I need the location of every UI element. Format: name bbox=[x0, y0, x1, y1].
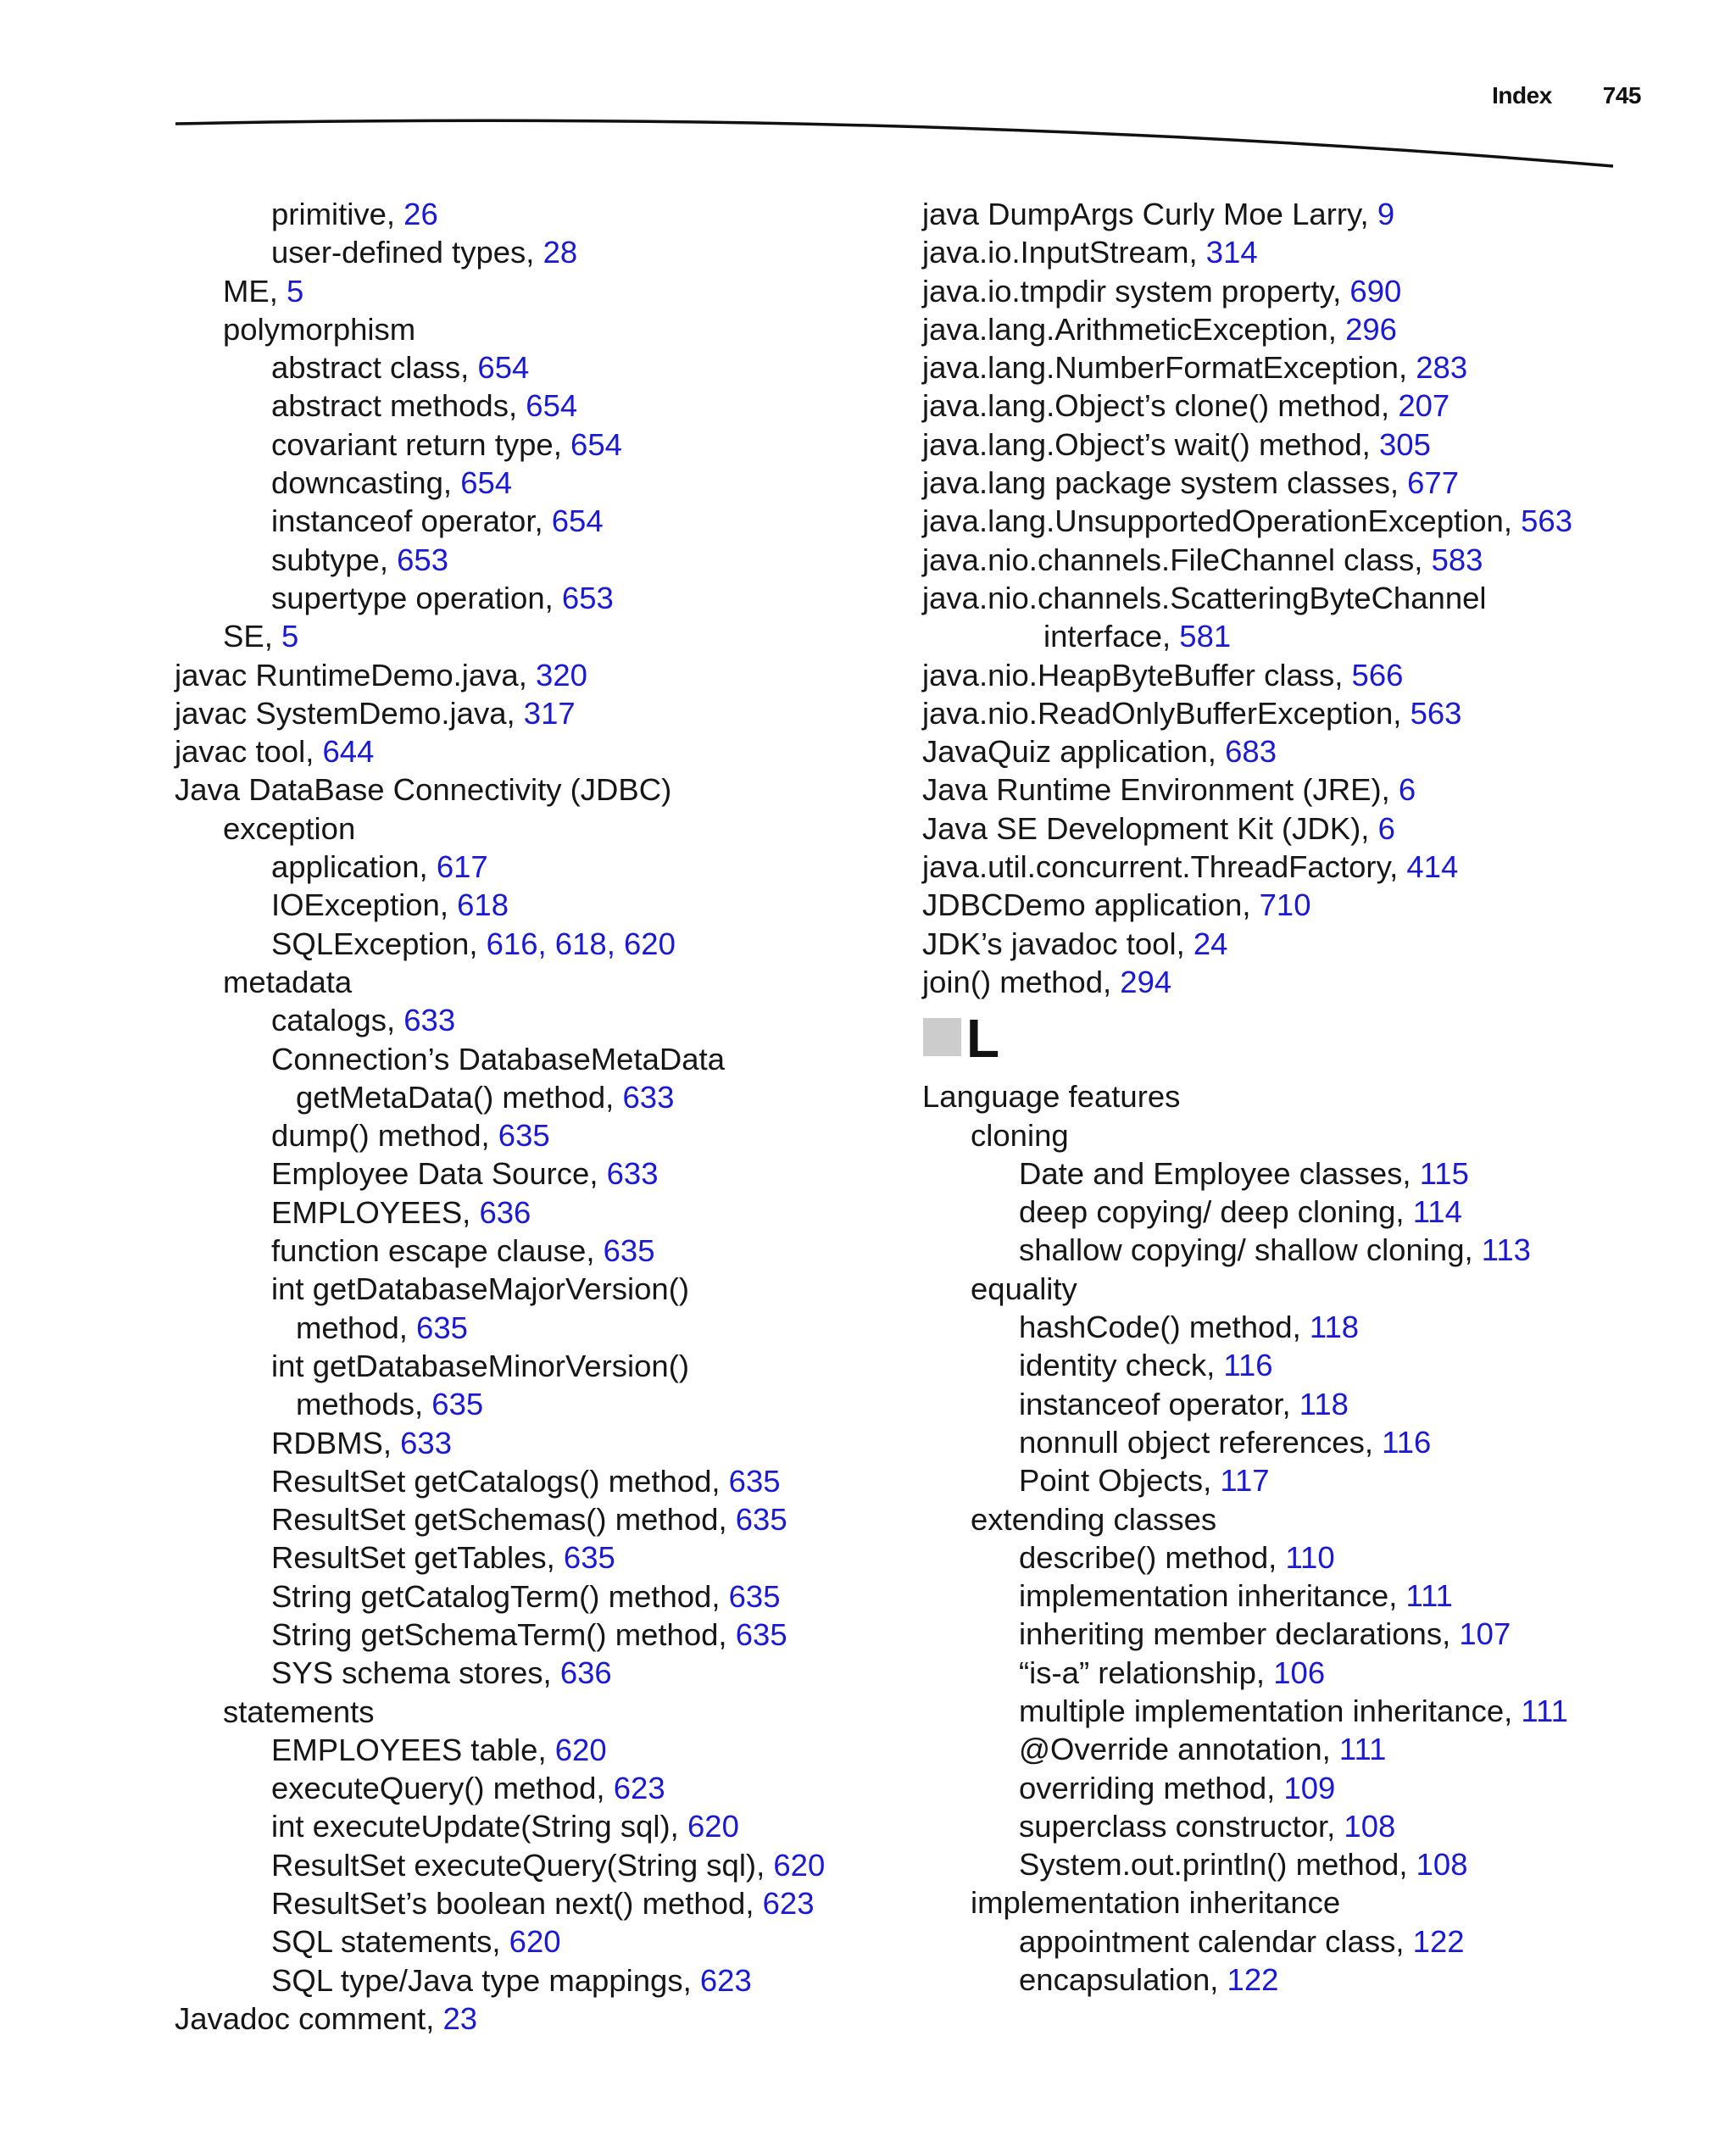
index-entry bbox=[175, 1654, 904, 1692]
index-term: dump() method, bbox=[271, 1118, 498, 1154]
index-entry bbox=[922, 1385, 1685, 1423]
page-reference-link[interactable]: 207 bbox=[1398, 388, 1450, 424]
index-entry bbox=[922, 1730, 1685, 1768]
index-term: SE, bbox=[223, 619, 281, 654]
page-reference-link[interactable]: 617 bbox=[436, 849, 488, 885]
page-reference-link[interactable]: 583 bbox=[1431, 542, 1483, 577]
index-term: extending classes bbox=[971, 1501, 1217, 1537]
index-term: Language features bbox=[922, 1079, 1181, 1115]
page-reference-link[interactable]: 633 bbox=[606, 1156, 659, 1192]
index-term: identity check, bbox=[1019, 1348, 1224, 1383]
index-entry bbox=[922, 694, 1685, 732]
index-entry bbox=[922, 732, 1685, 770]
page-reference-link[interactable]: 620 bbox=[509, 1924, 561, 1960]
index-entry bbox=[175, 1462, 904, 1500]
page-reference-link[interactable]: 618 bbox=[457, 887, 509, 923]
page-reference-link[interactable]: 114 bbox=[1412, 1194, 1462, 1230]
page-reference-link[interactable]: 6 bbox=[1377, 810, 1395, 846]
index-entry bbox=[175, 1193, 904, 1232]
index-entry bbox=[175, 1500, 904, 1538]
index-entry bbox=[175, 1731, 904, 1769]
section-heading-l bbox=[922, 1001, 1685, 1077]
index-entries-l bbox=[922, 1077, 1685, 1999]
index-entry bbox=[175, 310, 904, 348]
page-reference-link[interactable]: 653 bbox=[397, 542, 449, 577]
index-entry bbox=[175, 617, 904, 655]
index-term: System.out.println() method, bbox=[1019, 1847, 1416, 1883]
index-term: describe() method, bbox=[1019, 1539, 1286, 1575]
index-entry bbox=[175, 886, 904, 924]
index-term: JDK’s javadoc tool, bbox=[922, 926, 1194, 961]
index-term: Java SE Development Kit (JDK), bbox=[922, 810, 1378, 846]
page-reference-link[interactable]: 635 bbox=[431, 1387, 484, 1422]
index-entry bbox=[175, 1078, 904, 1116]
index-term: String getSchemaTerm() method, bbox=[271, 1616, 736, 1652]
index-term: supertype operation, bbox=[271, 580, 562, 615]
index-term: abstract methods, bbox=[271, 388, 526, 424]
page-reference-link[interactable]: 654 bbox=[570, 426, 622, 462]
index-entry bbox=[922, 617, 1685, 655]
index-term: java.nio.channels.FileChannel class, bbox=[922, 542, 1432, 577]
index-entry bbox=[922, 541, 1685, 579]
page-reference-link[interactable]: 635 bbox=[416, 1310, 468, 1345]
page-reference-link[interactable]: 620 bbox=[687, 1809, 739, 1844]
index-entry bbox=[175, 233, 904, 271]
index-term: abstract class, bbox=[271, 350, 478, 386]
index-term: java.nio.channels.ScatteringByteChannel bbox=[922, 580, 1487, 615]
index-entry bbox=[922, 1231, 1685, 1269]
index-term: Employee Data Source, bbox=[271, 1156, 607, 1192]
page-reference-link[interactable]: 633 bbox=[622, 1079, 675, 1115]
index-term: cloning bbox=[971, 1117, 1069, 1153]
index-entry bbox=[175, 1385, 904, 1423]
index-entry bbox=[922, 1270, 1685, 1308]
index-term: exception bbox=[223, 810, 356, 846]
page-reference-link[interactable]: 654 bbox=[477, 350, 530, 386]
page-reference-link[interactable]: 683 bbox=[1225, 734, 1277, 770]
page-reference-link[interactable]: 633 bbox=[400, 1425, 453, 1460]
index-term: encapsulation, bbox=[1019, 1962, 1227, 1998]
index-entry bbox=[922, 272, 1685, 310]
index-term: JavaQuiz application, bbox=[922, 734, 1226, 770]
page-reference-link[interactable]: 635 bbox=[735, 1616, 787, 1652]
index-term: SQLException, bbox=[271, 926, 487, 961]
index-entry bbox=[922, 233, 1685, 271]
index-term: javac RuntimeDemo.java, bbox=[175, 657, 537, 693]
index-entry bbox=[922, 387, 1685, 425]
page-reference-link[interactable]: 654 bbox=[551, 503, 604, 539]
page-reference-link[interactable]: 635 bbox=[603, 1233, 655, 1269]
index-entry bbox=[922, 1154, 1685, 1193]
page-reference-link[interactable]: 117 bbox=[1220, 1463, 1270, 1499]
page-reference-link[interactable]: 633 bbox=[403, 1003, 456, 1038]
index-entry bbox=[922, 1845, 1685, 1883]
index-entry bbox=[175, 656, 904, 694]
index-entry bbox=[922, 1883, 1685, 1922]
index-term: methods, bbox=[296, 1387, 432, 1422]
page-reference-link[interactable]: 317 bbox=[523, 695, 576, 731]
index-entry bbox=[922, 1346, 1685, 1384]
page-reference-link[interactable]: 616, 618, 620 bbox=[486, 926, 676, 961]
index-term: java DumpArgs Curly Moe Larry, bbox=[922, 197, 1377, 231]
index-entry bbox=[175, 1693, 904, 1731]
index-term: java.lang.UnsupportedOperationException, bbox=[922, 503, 1522, 539]
index-entry bbox=[175, 1884, 904, 1922]
index-entry bbox=[175, 1846, 904, 1884]
index-entry bbox=[922, 195, 1685, 233]
page-reference-link[interactable]: 635 bbox=[563, 1540, 615, 1576]
index-term: int getDatabaseMinorVersion() bbox=[271, 1348, 689, 1383]
index-term: statements bbox=[223, 1694, 375, 1729]
page-reference-link[interactable]: 24 bbox=[1193, 926, 1228, 961]
page-reference-link[interactable]: 644 bbox=[322, 734, 375, 770]
index-entry bbox=[175, 2000, 904, 2038]
index-term: user-defined types, bbox=[271, 235, 543, 270]
index-entry bbox=[175, 732, 904, 770]
index-entry bbox=[922, 1577, 1685, 1615]
index-term: appointment calendar class, bbox=[1019, 1923, 1413, 1959]
page-reference-link[interactable]: 294 bbox=[1120, 964, 1172, 999]
index-term: java.io.tmpdir system property, bbox=[922, 273, 1350, 309]
index-term: polymorphism bbox=[223, 311, 416, 347]
page-reference-link[interactable]: 296 bbox=[1345, 311, 1397, 347]
page-reference-link[interactable]: 581 bbox=[1179, 619, 1232, 654]
index-entry bbox=[922, 502, 1685, 540]
index-term: java.nio.HeapByteBuffer class, bbox=[922, 657, 1352, 693]
index-term: Javadoc comment, bbox=[175, 2000, 443, 2036]
index-entry bbox=[922, 1193, 1685, 1231]
index-entry bbox=[922, 848, 1685, 886]
index-entry bbox=[175, 195, 904, 233]
page-reference-link[interactable]: 620 bbox=[773, 1847, 826, 1883]
page-reference-link[interactable]: 116 bbox=[1382, 1424, 1432, 1460]
index-term: Connection’s DatabaseMetaData bbox=[271, 1041, 725, 1076]
page-reference-link[interactable]: 635 bbox=[498, 1118, 550, 1154]
index-term: Java DataBase Connectivity (JDBC) bbox=[175, 772, 672, 808]
running-head-title: Index bbox=[1492, 82, 1552, 108]
page-reference-link[interactable]: 635 bbox=[728, 1578, 781, 1614]
index-term: java.lang package system classes, bbox=[922, 465, 1408, 501]
index-term: javac SystemDemo.java, bbox=[175, 695, 524, 731]
index-entry bbox=[175, 1961, 904, 2000]
page-reference-link[interactable]: 5 bbox=[287, 273, 304, 309]
page-reference-link[interactable]: 283 bbox=[1416, 350, 1468, 386]
index-entry bbox=[922, 1769, 1685, 1807]
index-term: metadata bbox=[223, 964, 353, 999]
index-term: instanceof operator, bbox=[1019, 1386, 1299, 1421]
index-term: implementation inheritance, bbox=[1019, 1578, 1406, 1614]
index-entry bbox=[922, 1116, 1685, 1154]
index-entry bbox=[922, 426, 1685, 464]
index-term: java.nio.ReadOnlyBufferException, bbox=[922, 695, 1410, 731]
index-entry bbox=[922, 1077, 1685, 1115]
page-reference-link[interactable]: 314 bbox=[1205, 235, 1258, 270]
page-reference-link[interactable]: 620 bbox=[554, 1732, 607, 1767]
index-term: Point Objects, bbox=[1019, 1463, 1221, 1499]
index-entry bbox=[175, 1040, 904, 1078]
index-entry bbox=[175, 1232, 904, 1270]
page-reference-link[interactable]: 623 bbox=[762, 1886, 815, 1922]
page-reference-link[interactable]: 122 bbox=[1227, 1962, 1279, 1998]
index-term: downcasting, bbox=[271, 465, 461, 501]
index-entry bbox=[175, 272, 904, 310]
index-term: java.lang.ArithmeticException, bbox=[922, 311, 1346, 347]
index-term: multiple implementation inheritance, bbox=[1019, 1693, 1522, 1728]
index-entry bbox=[175, 1270, 904, 1308]
index-term: ResultSet getCatalogs() method, bbox=[271, 1463, 729, 1499]
index-entry bbox=[922, 348, 1685, 387]
index-entry bbox=[922, 1500, 1685, 1538]
index-entry bbox=[922, 1692, 1685, 1730]
index-term: JDBCDemo application, bbox=[922, 887, 1260, 923]
page-reference-link[interactable]: 653 bbox=[561, 580, 614, 615]
page-reference-link[interactable]: 635 bbox=[735, 1502, 787, 1538]
index-term: IOException, bbox=[271, 887, 458, 923]
index-term: ResultSet’s boolean next() method, bbox=[271, 1886, 763, 1922]
page-reference-link[interactable]: 636 bbox=[559, 1655, 612, 1691]
page-reference-link[interactable]: 636 bbox=[479, 1194, 531, 1230]
index-entry bbox=[175, 809, 904, 848]
index-term: javac tool, bbox=[175, 734, 323, 770]
page-reference-link[interactable]: 320 bbox=[536, 657, 587, 693]
index-term: Java Runtime Environment (JRE), bbox=[922, 772, 1399, 808]
page-reference-link[interactable]: 5 bbox=[281, 619, 299, 654]
page-reference-link[interactable]: 654 bbox=[460, 465, 513, 501]
index-term: java.lang.NumberFormatException, bbox=[922, 350, 1416, 386]
index-entry bbox=[175, 1616, 904, 1654]
index-entries-j bbox=[922, 195, 1685, 1001]
index-term: SQL statements, bbox=[271, 1924, 509, 1960]
index-term: join() method, bbox=[922, 964, 1121, 999]
index-entry bbox=[922, 656, 1685, 694]
index-entry bbox=[922, 1461, 1685, 1499]
page-reference-link[interactable]: 566 bbox=[1351, 657, 1404, 693]
index-entry bbox=[922, 1615, 1685, 1653]
index-entry bbox=[175, 694, 904, 732]
index-entry bbox=[922, 579, 1685, 617]
page-reference-link[interactable]: 623 bbox=[699, 1962, 752, 1998]
page-reference-link[interactable]: 108 bbox=[1416, 1847, 1468, 1883]
page-reference-link[interactable]: 654 bbox=[526, 388, 578, 424]
index-entry bbox=[175, 848, 904, 886]
index-term: RDBMS, bbox=[271, 1425, 401, 1460]
index-entry bbox=[922, 1308, 1685, 1346]
page-reference-link[interactable]: 111 bbox=[1521, 1693, 1568, 1728]
index-term: function escape clause, bbox=[271, 1233, 604, 1269]
index-term: application, bbox=[271, 849, 437, 885]
index-term: “is-a” relationship, bbox=[1019, 1655, 1274, 1690]
index-term: SQL type/Java type mappings, bbox=[271, 1962, 700, 1998]
index-entry bbox=[175, 387, 904, 425]
index-entry bbox=[175, 541, 904, 579]
index-term: implementation inheritance bbox=[971, 1885, 1341, 1921]
index-term: Date and Employee classes, bbox=[1019, 1155, 1420, 1191]
index-entry bbox=[175, 925, 904, 963]
index-term: ResultSet executeQuery(String sql), bbox=[271, 1847, 774, 1883]
index-term: String getCatalogTerm() method, bbox=[271, 1578, 729, 1614]
index-entry bbox=[922, 809, 1685, 848]
index-term: instanceof operator, bbox=[271, 503, 552, 539]
index-entry bbox=[922, 1423, 1685, 1461]
index-term: getMetaData() method, bbox=[296, 1079, 623, 1115]
index-term: shallow copying/ shallow cloning, bbox=[1019, 1232, 1482, 1268]
page-reference-link[interactable]: 563 bbox=[1521, 503, 1573, 539]
index-term: overriding method, bbox=[1019, 1770, 1284, 1805]
page-reference-link[interactable]: 118 bbox=[1309, 1310, 1360, 1345]
page-reference-link[interactable]: 108 bbox=[1344, 1808, 1396, 1844]
page-reference-link[interactable]: 109 bbox=[1283, 1770, 1336, 1805]
index-term: java.util.concurrent.ThreadFactory, bbox=[922, 849, 1407, 885]
index-term: ResultSet getTables, bbox=[271, 1540, 564, 1576]
index-term: SYS schema stores, bbox=[271, 1655, 560, 1691]
page-reference-link[interactable]: 710 bbox=[1259, 887, 1311, 923]
index-entry bbox=[175, 426, 904, 464]
index-term: @Override annotation, bbox=[1019, 1732, 1339, 1767]
index-term: equality bbox=[971, 1271, 1077, 1306]
index-entry bbox=[175, 1577, 904, 1616]
index-term: method, bbox=[296, 1310, 417, 1345]
index-term: EMPLOYEES, bbox=[271, 1194, 480, 1230]
section-marker bbox=[923, 1018, 961, 1056]
page-reference-link[interactable]: 118 bbox=[1299, 1386, 1349, 1421]
index-entry bbox=[175, 1922, 904, 1961]
index-entry bbox=[175, 1807, 904, 1845]
index-entry bbox=[922, 1922, 1685, 1961]
page-reference-link[interactable]: 23 bbox=[442, 2000, 478, 2036]
index-entry bbox=[175, 1424, 904, 1462]
index-term: hashCode() method, bbox=[1019, 1310, 1310, 1345]
index-entry bbox=[922, 925, 1685, 963]
index-term: EMPLOYEES table, bbox=[271, 1732, 555, 1767]
page-reference-link[interactable]: 116 bbox=[1223, 1348, 1273, 1383]
index-entry bbox=[175, 1154, 904, 1193]
index-term: subtype, bbox=[271, 542, 398, 577]
index-column-left bbox=[175, 195, 904, 2038]
index-entry bbox=[175, 1116, 904, 1154]
header-rule bbox=[0, 0, 1736, 186]
index-entry bbox=[175, 1309, 904, 1347]
index-entry bbox=[175, 963, 904, 1001]
page-reference-link[interactable]: 113 bbox=[1481, 1232, 1531, 1268]
index-term: int getDatabaseMajorVersion() bbox=[271, 1271, 689, 1307]
page-reference-link[interactable]: 690 bbox=[1349, 273, 1402, 309]
index-entry bbox=[922, 770, 1685, 809]
index-entry bbox=[175, 502, 904, 540]
page-reference-link[interactable]: 9 bbox=[1377, 197, 1395, 231]
index-entry bbox=[175, 464, 904, 502]
page-reference-link[interactable]: 677 bbox=[1407, 465, 1460, 501]
index-term: catalogs, bbox=[271, 1003, 404, 1038]
index-entry bbox=[922, 886, 1685, 924]
index-term: inheriting member declarations, bbox=[1019, 1616, 1460, 1652]
index-term: int executeUpdate(String sql), bbox=[271, 1809, 687, 1844]
index-term: nonnull object references, bbox=[1019, 1424, 1383, 1460]
page-reference-link[interactable]: 106 bbox=[1273, 1655, 1326, 1690]
page-reference-link[interactable]: 635 bbox=[728, 1463, 781, 1499]
page-reference-link[interactable]: 28 bbox=[542, 235, 578, 270]
index-entry bbox=[922, 1807, 1685, 1845]
page-number: 745 bbox=[1602, 82, 1641, 108]
page-reference-link[interactable]: 111 bbox=[1405, 1578, 1453, 1614]
index-term: primitive, bbox=[271, 197, 404, 231]
index-entry bbox=[922, 963, 1685, 1001]
index-term: interface, bbox=[1043, 619, 1180, 654]
page-reference-link[interactable]: 6 bbox=[1398, 772, 1416, 808]
index-entry bbox=[175, 770, 904, 809]
page-reference-link[interactable]: 111 bbox=[1338, 1732, 1387, 1767]
page-reference-link[interactable]: 26 bbox=[403, 197, 438, 231]
page-reference-link[interactable]: 414 bbox=[1406, 849, 1459, 885]
index-entry bbox=[922, 1961, 1685, 1999]
index-entry bbox=[175, 1538, 904, 1577]
page-reference-link[interactable]: 115 bbox=[1419, 1155, 1469, 1191]
index-column-right bbox=[922, 195, 1685, 1999]
index-entry bbox=[175, 1001, 904, 1039]
index-term: superclass constructor, bbox=[1019, 1808, 1344, 1844]
index-term: ResultSet getSchemas() method, bbox=[271, 1502, 736, 1538]
index-term: covariant return type, bbox=[271, 426, 571, 462]
section-letter: L bbox=[966, 1008, 1000, 1070]
index-entry bbox=[175, 348, 904, 387]
index-term: executeQuery() method, bbox=[271, 1771, 614, 1806]
index-entry bbox=[922, 310, 1685, 348]
index-entry bbox=[922, 1654, 1685, 1692]
page-reference-link[interactable]: 305 bbox=[1378, 426, 1431, 462]
index-term: deep copying/ deep cloning, bbox=[1019, 1194, 1413, 1230]
page-reference-link[interactable]: 623 bbox=[613, 1771, 665, 1806]
index-term: java.lang.Object’s wait() method, bbox=[922, 426, 1379, 462]
index-term: java.lang.Object’s clone() method, bbox=[922, 388, 1399, 424]
index-term: ME, bbox=[223, 273, 287, 309]
index-entry bbox=[175, 1347, 904, 1385]
page-reference-link[interactable]: 122 bbox=[1412, 1923, 1465, 1959]
index-entry bbox=[922, 1538, 1685, 1577]
index-entry bbox=[922, 464, 1685, 502]
page-reference-link[interactable]: 563 bbox=[1410, 695, 1462, 731]
page-reference-link[interactable]: 107 bbox=[1459, 1616, 1511, 1652]
index-entry bbox=[175, 579, 904, 617]
index-entry bbox=[175, 1769, 904, 1807]
index-term: java.io.InputStream, bbox=[922, 235, 1206, 270]
page-reference-link[interactable]: 110 bbox=[1285, 1539, 1335, 1575]
